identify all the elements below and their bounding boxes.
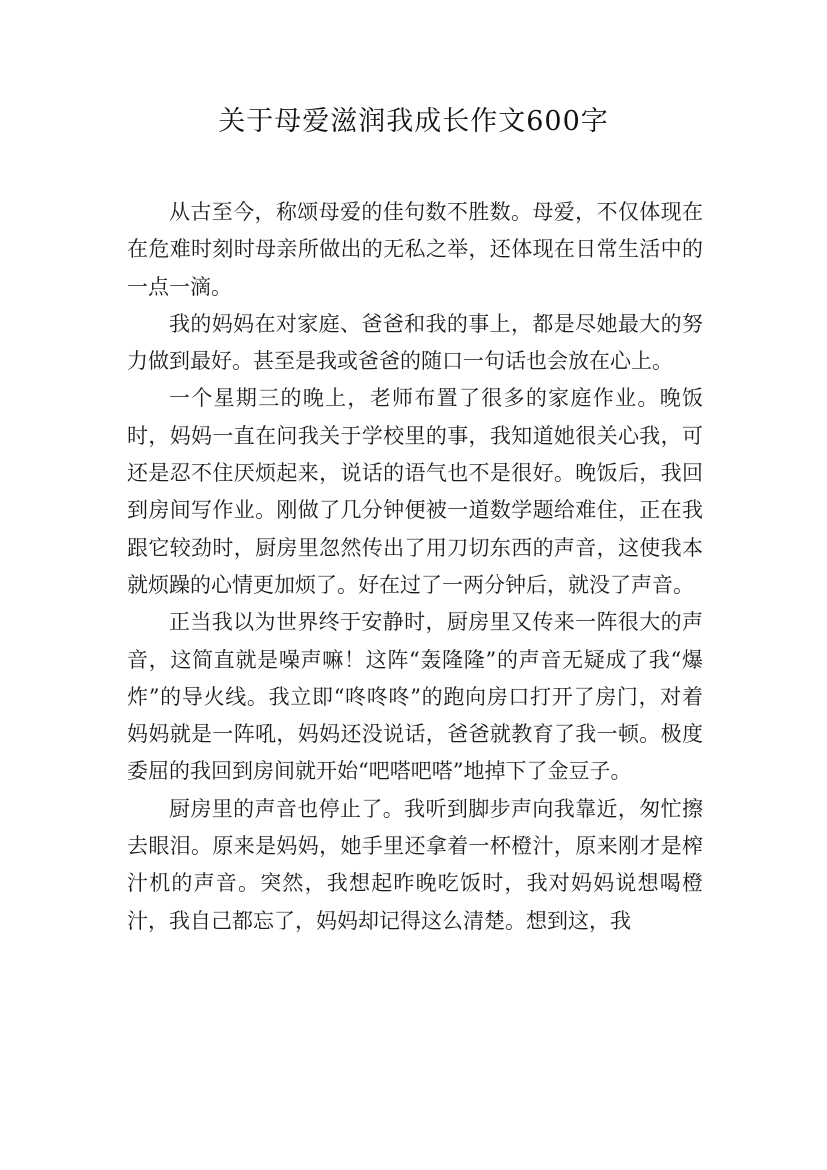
document-title: 关于母爱滋润我成长作文600字	[218, 106, 609, 137]
paragraph-1: 从古至今，称颂母爱的佳句数不胜数。母爱，不仅体现在在危难时刻时母亲所做出的无私之举，还体现在日常生活中的一点一滴。	[127, 200, 703, 299]
paragraph-2: 我的妈妈在对家庭、爸爸和我的事上，都是尽她最大的努力做到最好。甚至是我或爸爸的随口一句话也会放在心上。	[127, 311, 703, 374]
paragraph-4: 正当我以为世界终于安静时，厨房里又传来一阵很大的声音，这简直就是噪声嘛！这阵“轰隆隆”的声音无疑成了我“爆炸”的导火线。我立即“咚咚咚”的跑向房口打开了房门，对着妈妈就是一阵吼，妈妈还没说话，爸爸就教育了我一顿。极度委屈的我回到房间就开始“吧嗒吧嗒”地掉下了金豆子。	[127, 610, 703, 784]
document-body	[127, 194, 703, 940]
paragraph-3: 一个星期三的晚上，老师布置了很多的家庭作业。晚饭时，妈妈一直在问我关于学校里的事，我知道她很关心我，可还是忍不住厌烦起来，说话的语气也不是很好。晚饭后，我回到房间写作业。刚做了几分钟便被一道数学题给难住，正在我跟它较劲时，厨房里忽然传出了用刀切东西的声音，这使我本就烦躁的心情更加烦了。好在过了一两分钟后，就没了声音。	[127, 386, 703, 597]
paragraph-5: 厨房里的声音也停止了。我听到脚步声向我靠近，匆忙擦去眼泪。原来是妈妈，她手里还拿着一杯橙汁，原来刚才是榨汁机的声音。突然，我想起昨晚吃饭时，我对妈妈说想喝橙汁，我自己都忘了，妈妈却记得这么清楚。想到这，我	[127, 796, 703, 933]
